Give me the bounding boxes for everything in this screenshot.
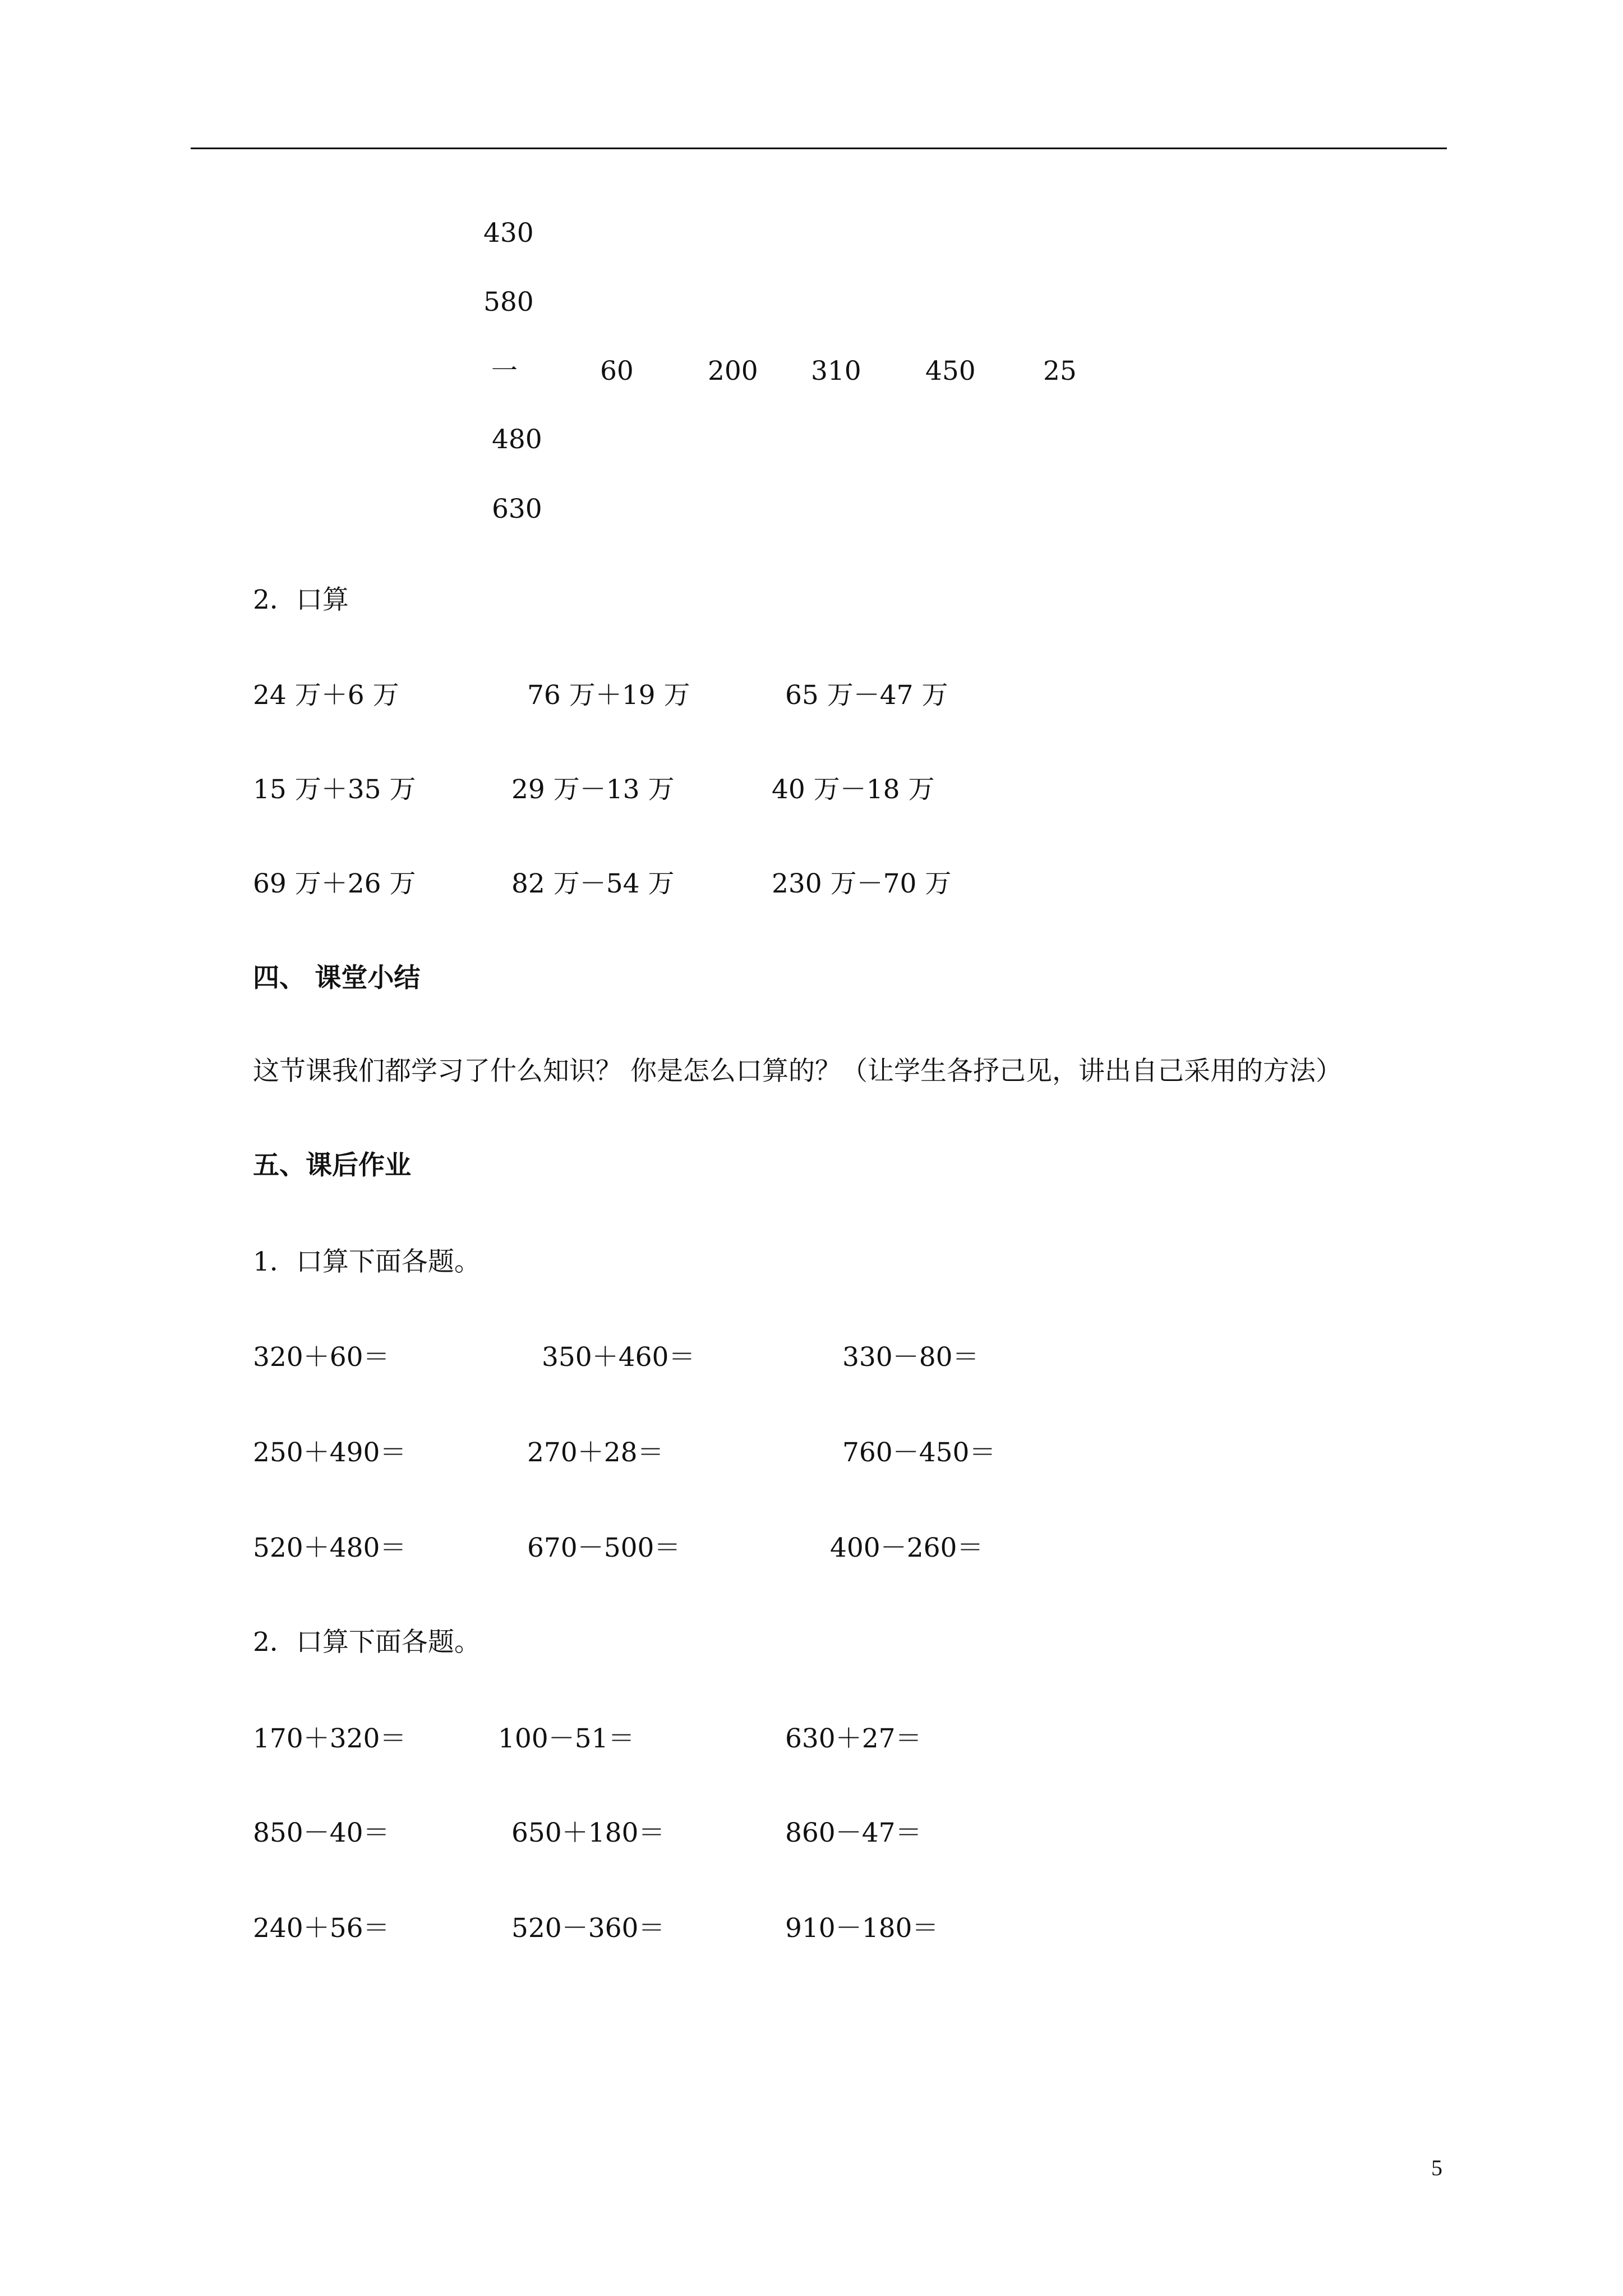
diagram-value: 480 — [492, 424, 542, 455]
diagram-value: 200 — [708, 356, 758, 386]
homework-q2-title: 2．口算下面各题。 — [253, 1627, 481, 1658]
oral-item: 40 万－18 万 — [772, 774, 935, 805]
homework-item: 520＋480＝ — [253, 1533, 407, 1563]
homework-item: 630＋27＝ — [785, 1723, 922, 1754]
oral-item: 24 万＋6 万 — [253, 680, 399, 711]
diagram-value: 450 — [925, 356, 976, 386]
homework-item: 270＋28＝ — [527, 1437, 664, 1468]
oral-item: 76 万＋19 万 — [527, 680, 690, 711]
homework-q1-title: 1．口算下面各题。 — [253, 1246, 481, 1277]
oral-item: 230 万－70 万 — [772, 868, 952, 899]
diagram-value: 310 — [811, 356, 861, 386]
diagram-value: 580 — [483, 287, 534, 318]
diagram-value: 630 — [492, 494, 542, 524]
homework-item: 850－40＝ — [253, 1818, 390, 1848]
oral-item: 29 万－13 万 — [511, 774, 675, 805]
oral-item: 15 万＋35 万 — [253, 774, 416, 805]
homework-item: 350＋460＝ — [542, 1342, 695, 1373]
homework-item: 400－260＝ — [830, 1533, 984, 1563]
homework-item: 100－51＝ — [498, 1723, 635, 1754]
oral-section-title: 2．口算 — [253, 585, 349, 615]
homework-item: 860－47＝ — [785, 1818, 922, 1848]
section-five-heading: 五、课后作业 — [253, 1150, 411, 1181]
section-four-heading: 四、 课堂小结 — [253, 963, 421, 993]
homework-item: 240＋56＝ — [253, 1913, 390, 1944]
homework-item: 650＋180＝ — [511, 1818, 665, 1848]
oral-item: 65 万－47 万 — [785, 680, 948, 711]
oral-item: 69 万＋26 万 — [253, 868, 416, 899]
homework-item: 330－80＝ — [842, 1342, 979, 1373]
homework-item: 170＋320＝ — [253, 1723, 407, 1754]
homework-item: 520－360＝ — [511, 1913, 665, 1944]
homework-item: 670－500＝ — [527, 1533, 681, 1563]
homework-item: 760－450＝ — [842, 1437, 996, 1468]
oral-item: 82 万－54 万 — [511, 868, 675, 899]
diagram-operator: 一 — [491, 356, 518, 386]
page-number: 5 — [1431, 2155, 1442, 2180]
section-four-text: 这节课我们都学习了什么知识？ 你是怎么口算的？（让学生各抒己见，讲出自己采用的方法） — [253, 1056, 1342, 1087]
homework-item: 320＋60＝ — [253, 1342, 390, 1373]
diagram-value: 25 — [1043, 356, 1077, 386]
diagram-value: 60 — [600, 356, 634, 386]
header-rule — [191, 148, 1447, 149]
homework-item: 250＋490＝ — [253, 1437, 407, 1468]
diagram-value: 430 — [483, 218, 534, 249]
homework-item: 910－180＝ — [785, 1913, 939, 1944]
